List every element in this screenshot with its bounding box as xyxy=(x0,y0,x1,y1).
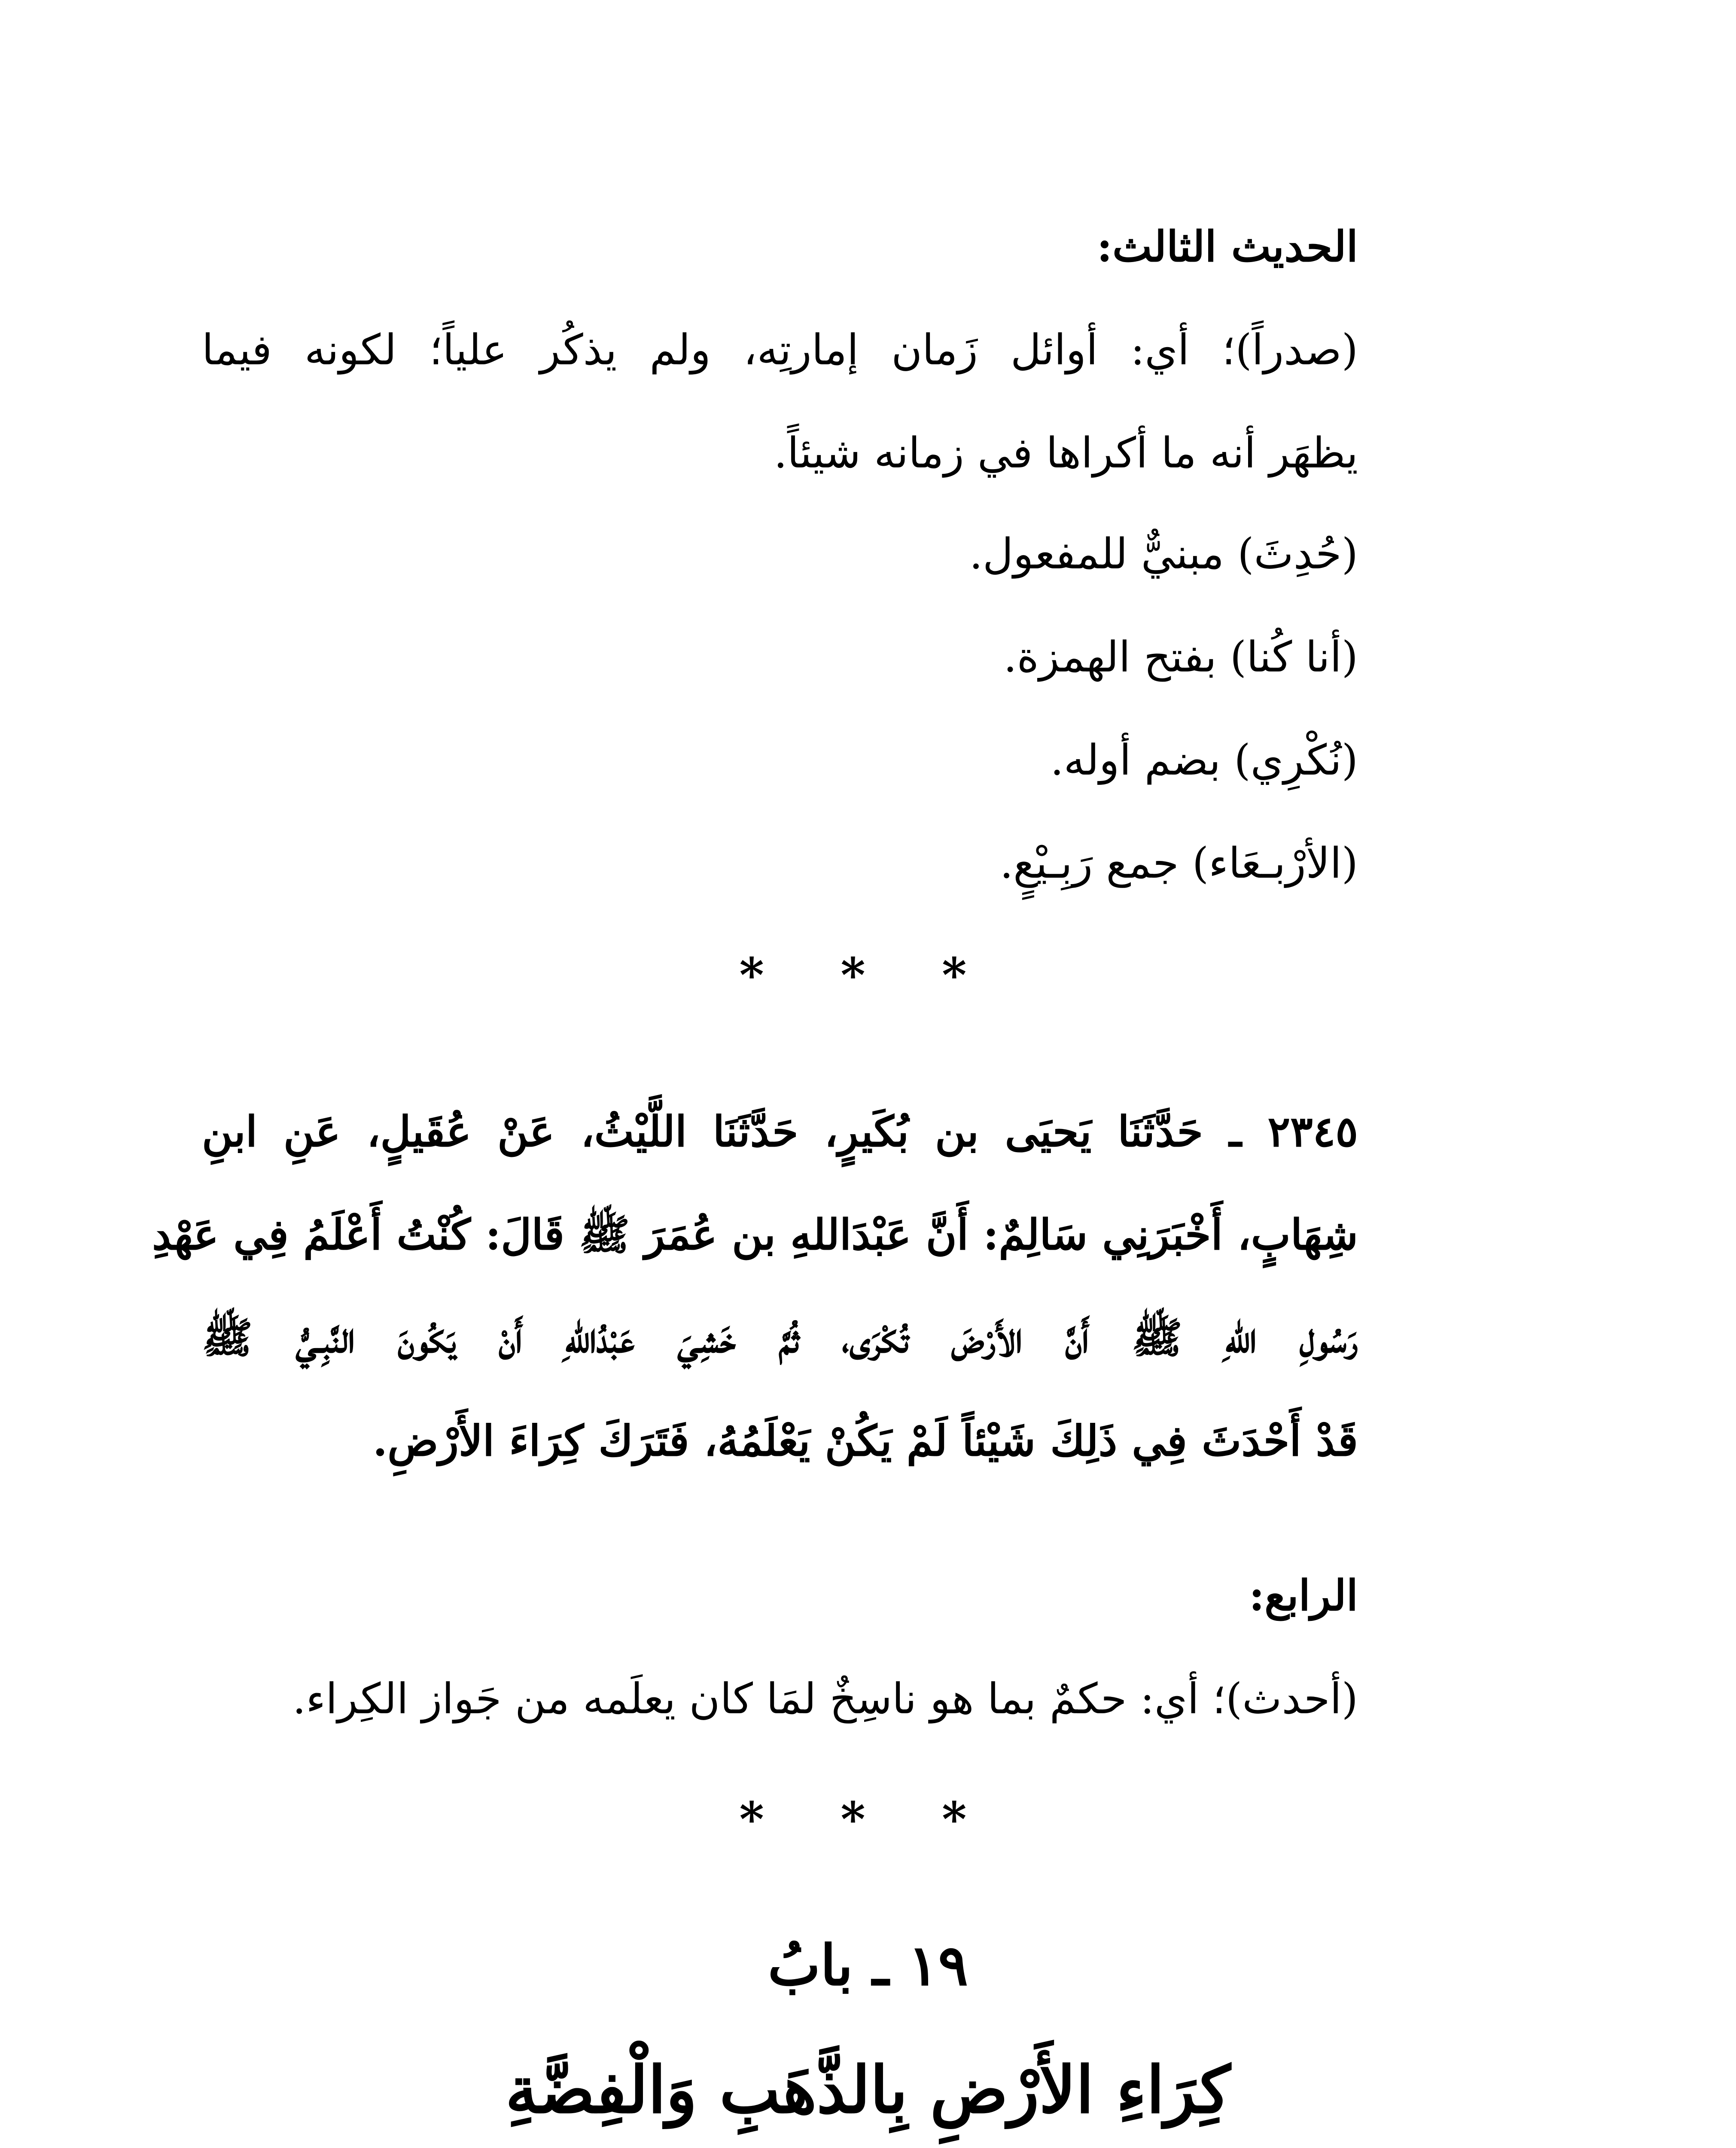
chapter-title: كِرَاءِ الأَرْضِ بِالذَّهَبِ وَالْفِضَّةِ xyxy=(505,2052,1231,2128)
commentary-line: (الأرْبـعَاء) جمع رَبِـيْعٍ. xyxy=(999,839,1358,888)
hadith-text-line: شِهَابٍ، أَخْبَرَنِي سَالِمٌ: أَنَّ عَبْدَاللهِ بن عُمَرَ ﷺ قَالَ: كُنْتُ أَعْلَمُ فِي عَهْدِ xyxy=(152,1210,1358,1260)
commentary-line: (نُكْرِي) بضم أوله. xyxy=(1050,736,1358,785)
hadith-text-line: رَسُولِ اللهِ ﷺ أَنَّ الأَرْضَ تُكْرَى، ثُمَّ خَشِيَ عَبْدُاللهِ أَنْ يَكُونَ النَّبِـيُّ ﷺ xyxy=(202,1313,1358,1363)
section-separator: * * * xyxy=(739,1791,997,1847)
section-separator: * * * xyxy=(739,947,997,1003)
commentary-line: (حُدِثَ) مبنيٌّ للمفعول. xyxy=(969,530,1358,579)
commentary-line: (أحدث)؛ أي: حكمٌ بما هو ناسِخٌ لمَا كان يعلَمه من جَواز الكِراء. xyxy=(292,1675,1358,1724)
commentary-line: (أنا كُنا) بفتح الهمزة. xyxy=(1003,633,1358,682)
hadith-text-line: ٢٣٤٥ ـ حَدَّثَنَا يَحيَى بن بُكَيرٍ، حَدَّثَنَا اللَّيْثُ، عَنْ عُقَيلٍ، عَنِ ابنِ xyxy=(202,1107,1358,1156)
commentary-line: (صدراً)؛ أي: أوائل زَمان إمارتِه، ولم يذكُر علياً؛ لكونه فيما xyxy=(202,326,1358,375)
hadith-text-line: قَدْ أَحْدَثَ فِي ذَلِكَ شَيْئاً لَمْ يَكُنْ يَعْلَمُهُ، فَتَرَكَ كِرَاءَ الأَرْضِ. xyxy=(373,1416,1358,1466)
chapter-number: ١٩ ـ بابُ xyxy=(767,1932,969,1998)
commentary-line: يظهَر أنه ما أكراها في زمانه شيئاً. xyxy=(774,429,1358,478)
section-heading-fourth: الرابع: xyxy=(1249,1571,1358,1620)
section-heading-third: الحديث الثالث: xyxy=(1096,222,1358,272)
